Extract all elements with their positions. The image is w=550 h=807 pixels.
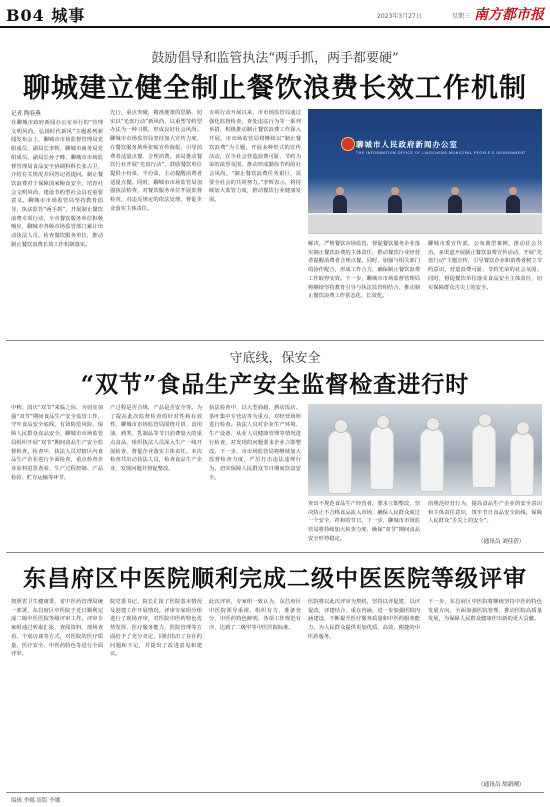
photo-banner-text: 聊城市人民政府新闻办公室 (356, 140, 458, 149)
section-divider (6, 552, 544, 553)
article2-col5: 的规范经营行为，提高食品生产企业的安全意识和主体责任意识，筑牢节日食品安全防线，保障人民群众“舌尖上的安全”。 (428, 501, 542, 525)
article2-col3: 执法检查中，以大型商超、酒店饭店、茶叶集中专营店等为重点，对经营场所进行检查。执法人员对企业生产环境、生产设备、从业人员健康管理等情况进行检查，对发现的问题要求企业立即整改。下一步，市市场监管局将继续加大监督检查力度，严厉打击违法违规行为，切实保障人民群众节日期间饮食安全。 (209, 405, 301, 481)
article1-col3: 专项行动开展以来，市市场监管局通过强化监督检查，查处违法行为等一系列举措，积极推动制止餐饮浪费工作深入开展。市市场监管局将继续以“制止餐饮浪费”为主题，开展多种形式的宣传活动，在全社会营造浪费可耻、节约为荣的浓厚氛围，推动形成勤俭节约的社会风尚。“制止餐饮浪费任务艰巨，需要全社会的共同努力。”李辉表示，将持续加大监管力度，推动餐饮行业健康发展。 (209, 110, 301, 204)
article1-col5: 聊城市委宣传部，公布典型案例，推动社会共治。多渠道开展制止餐饮浪费宣传活动，开展“光盘行动”主题宣传，引导餐饮企业和消费者树立节约意识，营造浪费可耻、节约光荣的社会氛围。同时，督促餐饮单位落实食品安全主体责任，切实保障群众舌尖上的安全。 (428, 241, 542, 291)
inspector-figure (328, 430, 352, 494)
article2-col4: 查出不规范食品生产经营者，要求立即整改，坚决防止不合格食品流入市场，确保人民群众度过一个安全、祥和的节日。下一步，聊城市市场监管局将持续加大检查力度，确保“双节”期间食品安全形势稳定。 (308, 501, 420, 542)
inspector-figure (510, 432, 534, 496)
article2-headline: “双节”食品生产安全监督检查进行时 (80, 371, 470, 398)
article2-col1: 中秋、国庆“双节”来临之际，为切实加强“双节”期间食品生产安全监管工作，守牢食品安全底线，有效防范风险，保障人民群众食品安全，聊城市市场监管局组织开展“双节”期间食品生产安全监督检查。检查中，执法人员对辖区内食品生产企业进行全面检查，重点检查企业原料进货查验、生产过程控制、产品检验、贮存运输等环节。 (11, 405, 103, 481)
article1-col2: 先行，重点突破，精准施策的思路，切实以“光盘行动”新风尚，以重塑节约型办法为一种习惯，形成良好社会风尚。聊城市市场监管局坚持加大宣传力度，在餐饮服务场所张贴宣传海报，引导消费者适量点餐、合理消费。该局推动餐饮行业开展“光盘行动”，鼓励餐饮单位提供小份菜、半份菜，主动提醒消费者适量点餐。同时，聊城市市场监管局加强执法检查，对餐饮服务单位开展监督检查，对违反规定的依法处理，督促企业落实主体责任。 (110, 110, 202, 212)
article3-col2: 院党委书记、院长汇报了医院基本情况及创建工作开展情况。评审专家组分组进行了现场评审，对医院中医药特色优势发挥、医疗服务能力、医院管理等方面给予了充分肯定，同时指出了存在的问题和不足，并提出了改进意见和建议。 (110, 599, 202, 658)
article1-col1: 在聊城市政府新闻办公室举行的“管理文明风尚，弘扬时代新风”主题系列新闻发布会上，聊城市市场监督管理局党组成员、副局长李辉，聊城市商务局党组成员、副局长孙子峰、聊城市市场监督管理局食品安全协调科科长张占卫，介绍有关情况并回答记者提问。制止餐饮浪费对于保障国家粮食安全、培育社会文明风尚、建设节约型社会具有重要意义。聊城市市场监管局坚持教育倡导、执法监管“两手抓”，开展制止餐饮浪费专项行动，全市餐饮服务单位积极响应，聊城市各级市场监管部门累计出动执法人员，检查餐饮服务单位，推动制止餐饮浪费长效工作机制落实。 (11, 120, 103, 248)
date-line: 2023年3月27日 (377, 13, 422, 20)
article2-kicker: 守底线，保安全 (229, 351, 321, 366)
national-emblem-icon (341, 137, 355, 151)
article2-col2: 产过程是否合规，产品是否安全等。为了提高此次监督检查的针对性和有效性，聊城市市场监管局围绕月饼、食用油、酒类、乳制品等节日消费量大的重点食品，组织执法人员深入生产一线开展检查，督促企业落实主体责任。本次检查共出动执法人员，检查食品生产企业，发现问题并督促整改。 (110, 405, 202, 472)
press-conference-photo (308, 109, 542, 234)
food-inspection-photo (308, 404, 542, 496)
article3-col5: 下一步，东昌府区中医院将继续坚持中医药特色发展方向，全面加强医院管理，推动医院高质量发展，为保障人民群众健康作出新的更大贡献。 (428, 599, 542, 623)
photo-banner-subtext: THE INFORMATION OFFICE OF LIAOCHENG MUNICIPAL PEOPLE'S GOVERNMENT (356, 151, 527, 155)
article1-kicker: 鼓励倡导和监管执法“两手抓，两手都要硬” (151, 51, 399, 66)
article1-col4: 解决。严格餐饮市场监管，督促餐饮服务企业落实制止餐饮浪费的主体责任，推动餐饮行业经营者提醒消费者合理点餐。同时，加强与相关部门的协作配合，形成工作合力，确保制止餐饮浪费工作取得实效。下一步，聊城市市场监督管理局将继续坚持教育引导与执法监管相结合，推动制止餐饮浪费工作常态化、长效化。 (308, 241, 420, 300)
article3-col4: 医院将以此次评审为契机，坚持以评促建、以评促改、评建结合、重在内涵，进一步加强医院内涵建设，不断提升医疗服务质量和中医药服务能力，为人民群众提供更加优质、高效、便捷的中医药服务。 (308, 599, 420, 640)
footer-divider (6, 792, 544, 793)
article2-byline: （通讯员 刘佳蓓） (478, 539, 525, 545)
footer-editor-credit: 编辑 李娜 组版 李娜 (11, 798, 61, 804)
section-label: B04 城事 (6, 6, 86, 25)
inspector-figure (370, 426, 394, 490)
conference-table (308, 213, 542, 233)
weekday: 星期三 (452, 13, 471, 20)
article1-headline: 聊城建立健全制止餐饮浪费长效工作机制 (23, 73, 527, 104)
inspector-figure (472, 424, 496, 488)
article3-col3: 此次评审，专家组一致认为，东昌府区中医院领导重视、组织有力、准备充分，中医药特色鲜明，各项工作规范有序，达到了二级甲等中医医院标准。 (209, 599, 301, 632)
article3-byline: （通讯员 胡新刚） (478, 782, 525, 788)
section-divider (6, 340, 544, 341)
article1-byline: 记者 陶春燕 (11, 111, 41, 117)
masthead-logo: 南方都市报 (474, 7, 544, 23)
article3-headline: 东昌府区中医院顺利完成二级中医医院等级评审 (23, 565, 527, 592)
article3-col1: 按照省卫生健康委、省中医药管理局统一部署，东昌府区中医院于近日顺利完成二级中医医院等级评审工作。评审专家组通过听取汇报、查阅资料、现场查看、个别访谈等方式，对医院的医疗质量、医疗安全、中医药特色等进行全面评审。 (11, 599, 103, 658)
inspector-figure (420, 428, 444, 492)
